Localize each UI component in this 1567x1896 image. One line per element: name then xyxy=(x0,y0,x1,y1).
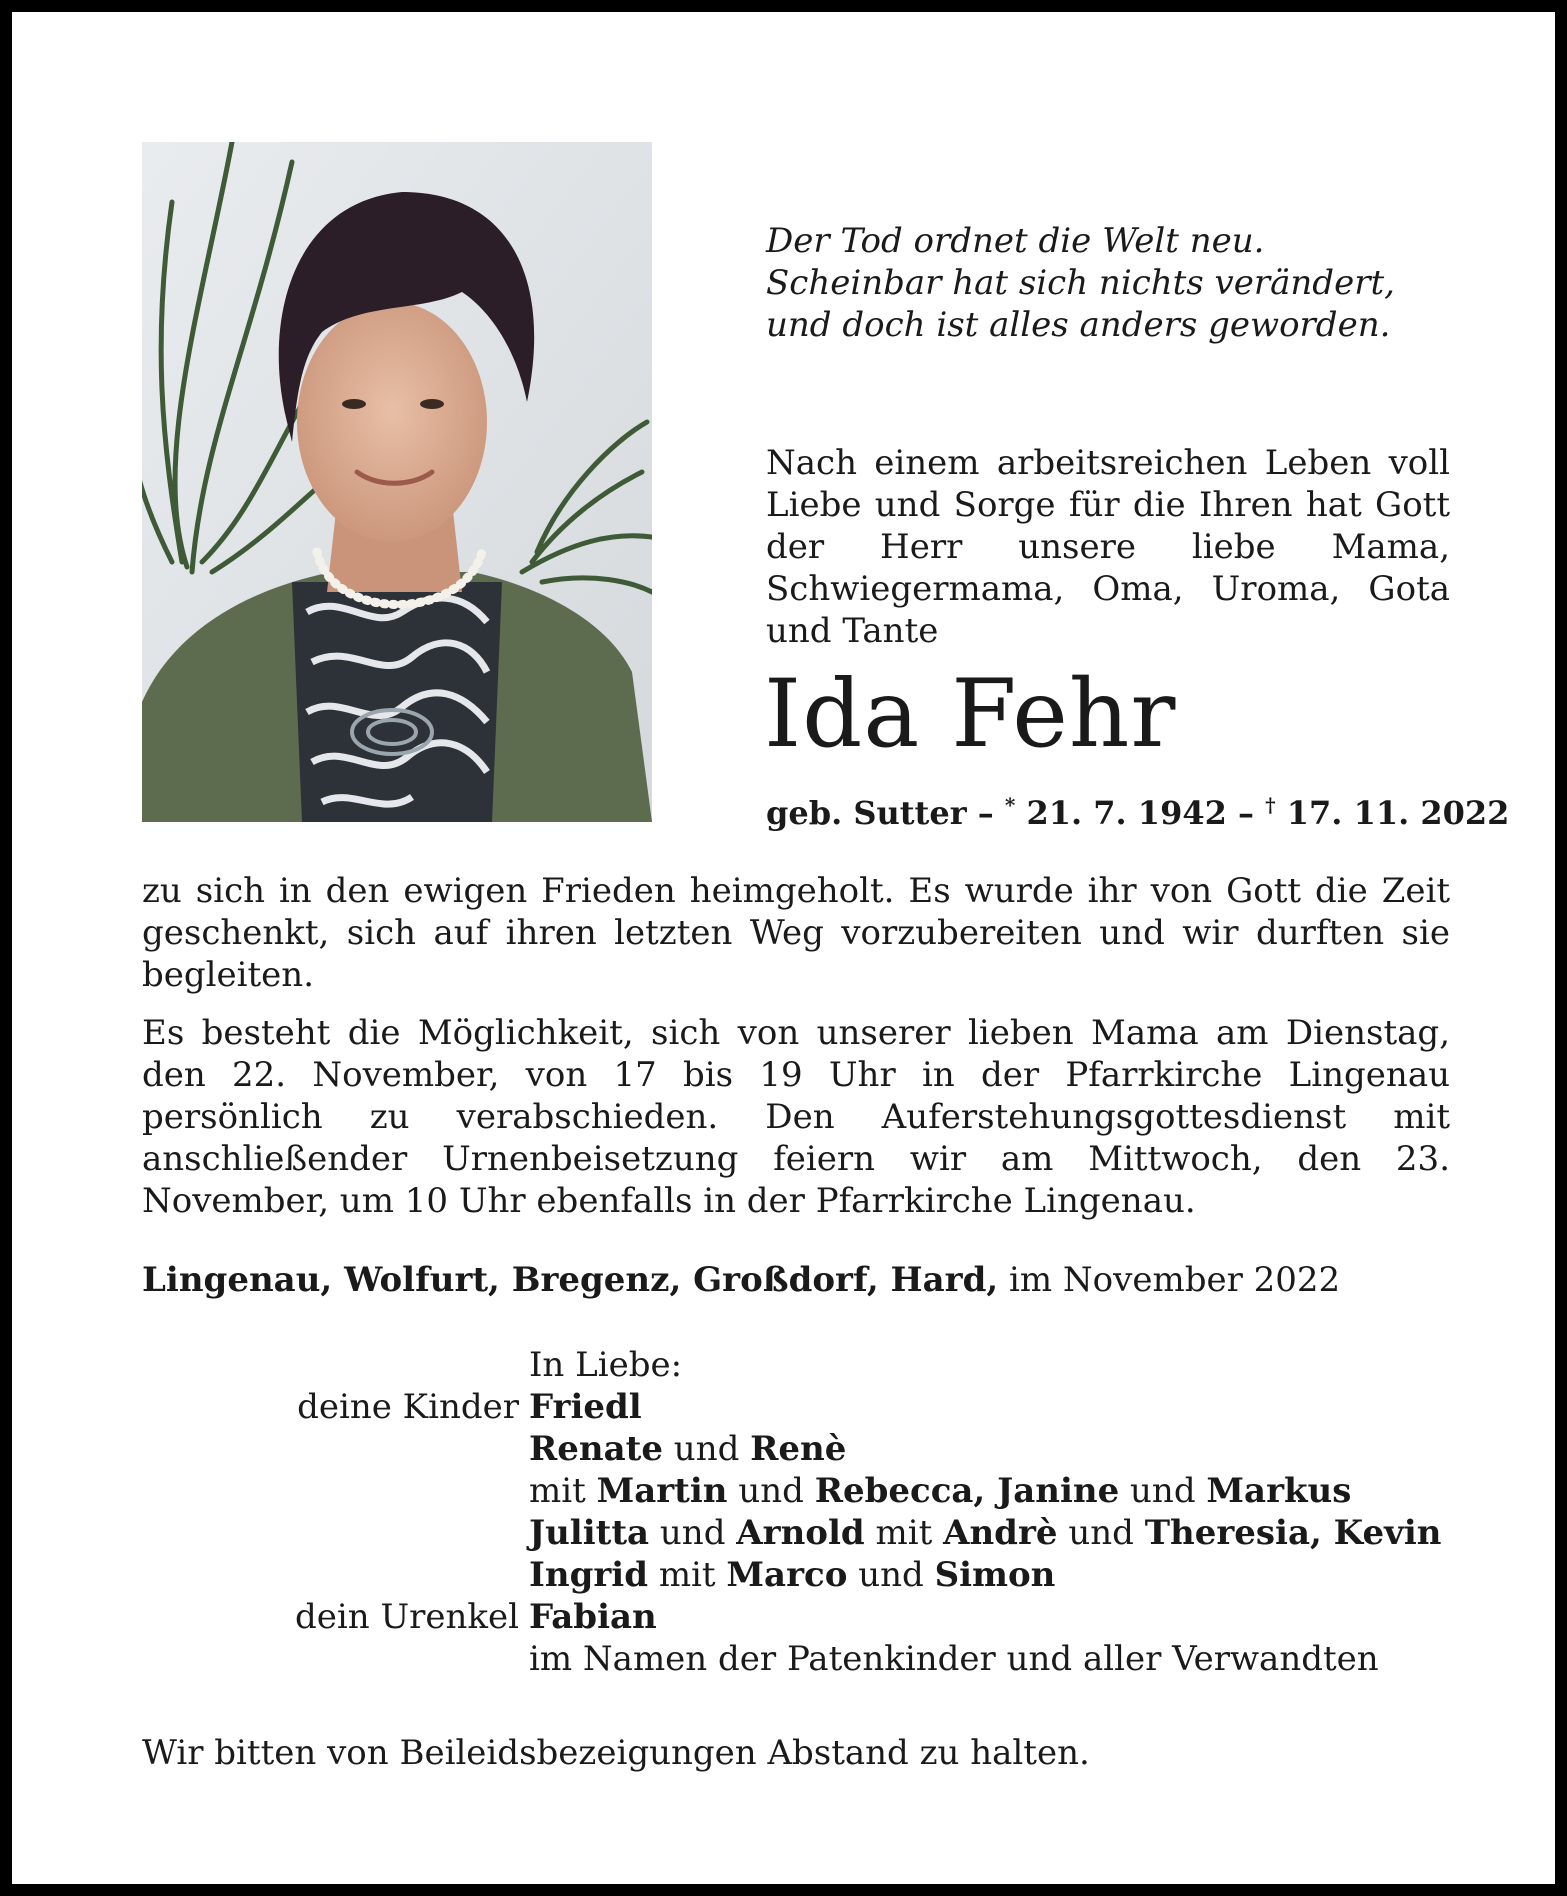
mourner-name: Fabian xyxy=(529,1597,657,1637)
quote-line: Scheinbar hat sich nichts verändert, xyxy=(766,263,1395,303)
role-label: dein Urenkel xyxy=(295,1597,519,1637)
connector-word: und xyxy=(738,1471,804,1511)
place-date: im November 2022 xyxy=(1009,1260,1341,1300)
body-paragraph-2: Es besteht die Möglichkeit, sich von unserer lieben Mama am Dienstag, den 22. November, von 17 bis 19 Uhr in der Pfarrkirche Lingenau persönlich zu verabschieden. Den Auferstehungsgottesdienst mit anschließender Urnenbeisetzung feiern wir am Mittwoch, den 23. November, um 10 Uhr ebenfalls in der Pfarrkirche Lingenau. xyxy=(142,1013,1450,1221)
birth-symbol: * xyxy=(1004,793,1016,817)
place-names: Lingenau, Wolfurt, Bregenz, Großdorf, Hard, xyxy=(142,1260,999,1300)
connector-word: und xyxy=(1068,1513,1134,1553)
connector-word: mit xyxy=(529,1471,586,1511)
death-symbol: † xyxy=(1265,793,1276,817)
mourners-list xyxy=(142,1344,1462,1680)
closing-request: Wir bitten von Beileidsbezeigungen Abstand zu halten. xyxy=(142,1733,1090,1773)
mourner-name: Friedl xyxy=(529,1387,642,1427)
connector-word: und xyxy=(1130,1471,1196,1511)
list-item xyxy=(142,1386,1462,1428)
list-item xyxy=(142,1638,1462,1680)
mourner-name: Ingrid xyxy=(529,1555,648,1595)
mourner-name: Theresia, Kevin xyxy=(1144,1513,1442,1553)
list-item xyxy=(142,1428,1462,1470)
mourners-heading: In Liebe: xyxy=(529,1345,683,1385)
birth-date: 21. 7. 1942 – xyxy=(1026,794,1254,832)
list-item xyxy=(142,1554,1462,1596)
maiden-name: geb. Sutter – xyxy=(766,794,994,832)
body-paragraph-1: zu sich in den ewigen Frieden heimgeholt. Es wurde ihr von Gott die Zeit geschenkt, sich auf ihren letzten Weg vorzubereiten und wir durften sie begleiten. xyxy=(142,871,1450,995)
memorial-quote xyxy=(766,220,1486,346)
mourner-name: Martin xyxy=(596,1471,728,1511)
mourner-name: Renè xyxy=(750,1429,847,1469)
connector-word: mit xyxy=(658,1555,716,1595)
mourner-name: Rebecca, Janine xyxy=(814,1471,1120,1511)
mourner-name: Renate xyxy=(529,1429,663,1469)
mourner-name: Arnold xyxy=(736,1513,865,1553)
list-item xyxy=(142,1344,1462,1386)
mourner-name: Markus xyxy=(1206,1471,1352,1511)
connector-word: und xyxy=(673,1429,740,1469)
deceased-name: Ida Fehr xyxy=(764,660,1177,769)
mourners-footer: im Namen der Patenkinder und aller Verwandten xyxy=(529,1639,1379,1679)
quote-line: und doch ist alles anders geworden. xyxy=(766,305,1391,345)
places-line xyxy=(142,1259,1340,1301)
list-item xyxy=(142,1512,1462,1554)
connector-word: und xyxy=(659,1513,726,1553)
role-label: deine Kinder xyxy=(297,1387,519,1427)
connector-word: und xyxy=(858,1555,924,1595)
intro-paragraph: Nach einem arbeitsreichen Leben voll Liebe und Sorge für die Ihren hat Gott der Herr unsere liebe Mama, Schwiegermama, Oma, Uroma, Gota und Tante xyxy=(766,443,1450,651)
death-date: 17. 11. 2022 xyxy=(1286,794,1510,832)
list-item xyxy=(142,1470,1462,1512)
life-dates xyxy=(766,784,1509,834)
quote-line: Der Tod ordnet die Welt neu. xyxy=(766,221,1265,261)
mourner-name: Simon xyxy=(934,1555,1056,1595)
mourner-name: Julitta xyxy=(529,1513,650,1553)
mourner-name: Marco xyxy=(726,1555,848,1595)
portrait-photo xyxy=(142,142,652,822)
list-item xyxy=(142,1596,1462,1638)
connector-word: mit xyxy=(875,1513,933,1553)
mourner-name: Andrè xyxy=(943,1513,1058,1553)
